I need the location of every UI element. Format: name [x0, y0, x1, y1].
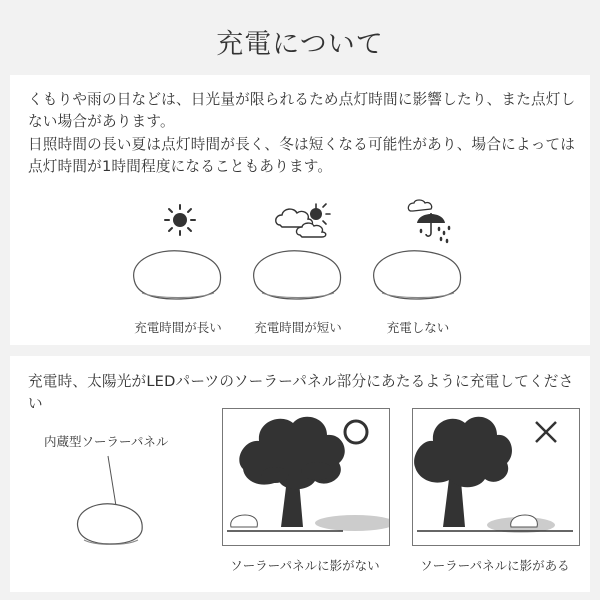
stone-light-2 — [248, 243, 348, 303]
caption-sunny: 充電時間が長い — [134, 320, 222, 335]
cross-mark-icon — [533, 419, 559, 445]
sun-cloud-icon — [272, 201, 334, 239]
stone-light-1 — [128, 243, 228, 303]
example-no-shadow-scene — [222, 408, 390, 546]
charging-info-panel — [10, 75, 590, 345]
caption-no-shadow: ソーラーパネルに影がない — [230, 558, 380, 573]
caption-with-shadow: ソーラーパネルに影がある — [420, 558, 570, 573]
page-title: 充電について — [216, 29, 384, 60]
rain-umbrella-icon — [405, 199, 457, 247]
season-effect-text: 日照時間の長い夏は点灯時間が長く、冬は短くなる可能性があり、場合によっては点灯時間が1時間程度になることもあります。 — [28, 136, 576, 175]
sun-icon — [160, 203, 200, 237]
charging-method-panel — [10, 356, 590, 592]
solar-panel-label: 内蔵型ソーラーパネル — [44, 434, 169, 449]
weather-effect-text: くもりや雨の日などは、日光量が限られるため点灯時間に影響したり、また点灯しない場合があります。 — [28, 91, 576, 130]
stone-light-solar — [72, 452, 148, 552]
stone-light-3 — [368, 243, 468, 303]
example-shadow-scene — [412, 408, 580, 546]
circle-mark-icon — [341, 417, 371, 447]
caption-cloudy: 充電時間が短い — [254, 320, 342, 335]
caption-rainy: 充電しない — [386, 320, 450, 335]
charging-instruction-text: 充電時、太陽光がLEDパーツのソーラーパネル部分にあたるように充電してください — [28, 373, 574, 412]
